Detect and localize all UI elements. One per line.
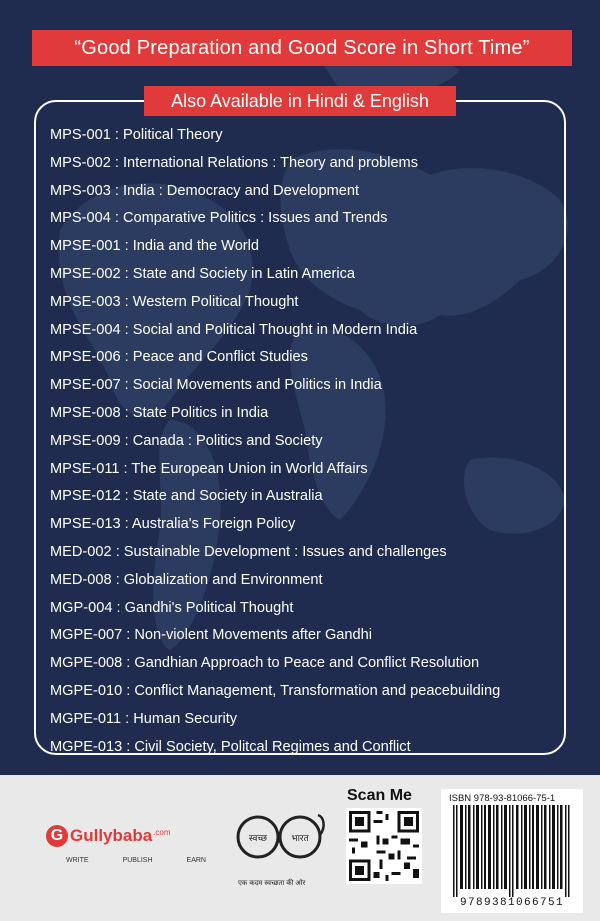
course-item: MGP-004 : Gandhi's Political Thought xyxy=(50,599,294,616)
course-item: MPS-002 : International Relations : Theory and problems xyxy=(50,154,419,171)
course-item: MPSE-004 : Social and Political Thought in Modern India xyxy=(50,321,418,338)
swachh-caption: एक कदम स्वच्छता की ओर xyxy=(238,880,306,887)
isbn-label: ISBN 978-93-81066-75-1 xyxy=(449,793,556,804)
qr-code-icon[interactable] xyxy=(346,808,422,884)
course-item: MPSE-009 : Canada : Politics and Society xyxy=(50,432,323,449)
isbn-number: 9789381066751 xyxy=(459,897,564,909)
course-item: MPS-001 : Political Theory xyxy=(50,127,223,143)
footer-strip xyxy=(0,775,600,921)
swachh-bharat-glasses-icon xyxy=(228,797,328,877)
course-item: MPSE-012 : State and Society in Australia xyxy=(50,488,323,505)
tagline-write: WRITE xyxy=(66,857,89,864)
course-item: MPSE-006 : Peace and Conflict Studies xyxy=(50,349,308,366)
course-item: MPSE-011 : The European Union in World Affairs xyxy=(50,460,368,477)
tagline-publish: PUBLISH xyxy=(122,857,153,864)
isbn-block xyxy=(441,789,583,913)
course-item: MPSE-003 : Western Political Thought xyxy=(50,293,299,310)
course-item: MPS-003 : India : Democracy and Development xyxy=(50,182,360,199)
course-item: MED-002 : Sustainable Development : Issues and challenges xyxy=(50,543,447,560)
course-item: MPSE-001 : India and the World xyxy=(50,238,260,255)
availability-banner: Also Available in Hindi & English xyxy=(144,86,456,116)
swachh-right-word: भारत xyxy=(291,834,309,844)
tagline-banner: “Good Preparation and Good Score in Short Time” xyxy=(32,30,572,66)
publisher-name: Gullybaba xyxy=(70,826,153,845)
publisher-logo[interactable] xyxy=(46,825,171,847)
course-item: MPSE-008 : State Politics in India xyxy=(50,404,269,421)
course-item: MPSE-013 : Australia's Foreign Policy xyxy=(50,516,296,533)
course-item: MED-008 : Globalization and Environment xyxy=(50,571,323,588)
course-item: MGPE-008 : Gandhian Approach to Peace and Conflict Resolution xyxy=(50,655,480,672)
course-item: MPSE-002 : State and Society in Latin America xyxy=(50,265,356,282)
course-item: MGPE-010 : Conflict Management, Transformation and peacebuilding xyxy=(50,682,501,699)
course-item: MGPE-011 : Human Security xyxy=(50,710,238,727)
barcode-icon xyxy=(449,805,575,897)
publisher-suffix: .com xyxy=(153,827,171,837)
course-item: MPSE-007 : Social Movements and Politics in India xyxy=(50,377,382,394)
course-item: MGPE-013 : Civil Society, Politcal Regimes and Conflict xyxy=(50,738,411,755)
course-item: MPS-004 : Comparative Politics : Issues and Trends xyxy=(50,210,388,227)
publisher-badge-icon: G xyxy=(46,825,68,847)
publisher-tagline xyxy=(66,857,206,864)
course-item: MGPE-007 : Non-violent Movements after Gandhi xyxy=(50,627,373,644)
tagline-earn: EARN xyxy=(186,857,206,864)
swachh-left-word: स्वच्छ xyxy=(248,834,268,844)
scan-me-label: Scan Me xyxy=(347,787,412,804)
course-list xyxy=(50,122,560,761)
